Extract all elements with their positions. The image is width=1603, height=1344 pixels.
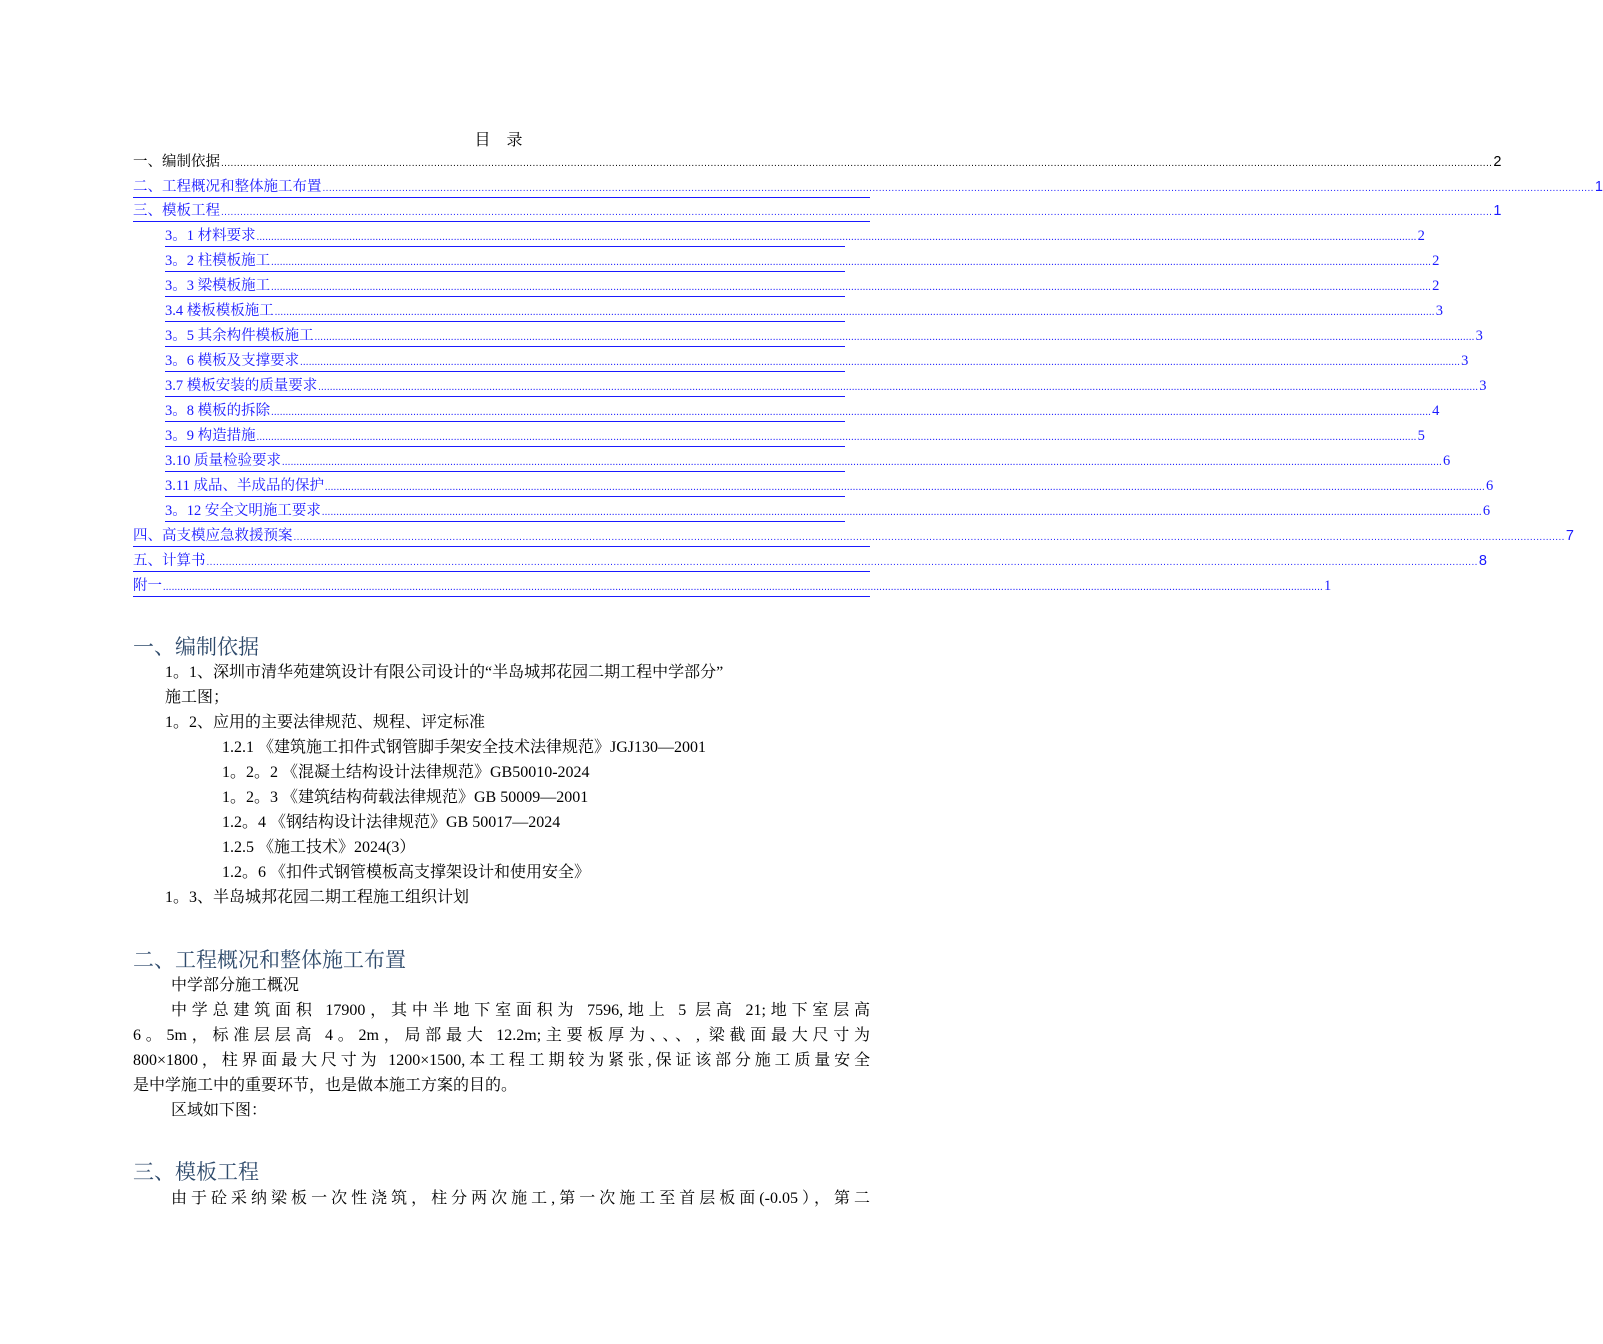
- section-heading: 一、编制依据: [133, 636, 259, 659]
- toc-leader-dots: ................................................................................................................................................................................................................................................................................................................................................................................................................: [324, 482, 1485, 493]
- toc-entry-page: 4: [1432, 403, 1440, 419]
- standard-item: 1.2。4 《钢结构设计法律规范》GB 50017—2024: [222, 814, 561, 831]
- toc-entry-label: 3。6 模板及支撑要求: [165, 353, 300, 369]
- toc-entry[interactable]: [133, 152, 1502, 172]
- body-text: 中学部分施工概况: [171, 977, 300, 994]
- toc-entry-page: 2: [1432, 278, 1440, 294]
- toc-entry-link[interactable]: [133, 177, 1603, 198]
- toc-entry-label: 3。8 模板的拆除: [165, 403, 271, 419]
- toc-entry-label: 3。3 梁模板施工: [165, 278, 271, 294]
- toc-leader-dots: ................................................................................................................................................................................................................................................................................................................................................................................................................: [274, 307, 1435, 318]
- standard-item: 1.2.1 《建筑施工扣件式钢管脚手架安全技术法律规范》JGJ130—2001: [222, 739, 707, 756]
- toc-entry-label: 3。5 其余构件模板施工: [165, 328, 314, 344]
- toc-entry-link[interactable]: [165, 426, 1425, 447]
- toc-entry-link[interactable]: [133, 576, 1332, 597]
- body-text: 1。3、半岛城邦花园二期工程施工组织计划: [165, 889, 470, 906]
- toc-entry-page: 2: [1432, 253, 1440, 269]
- toc-entry-page: 1: [1594, 179, 1603, 195]
- body-text: 1。1、深圳市清华苑建筑设计有限公司设计的“半岛城邦花园二期工程中学部分”: [165, 664, 724, 681]
- toc-entry-page: 1: [1493, 203, 1502, 219]
- toc-leader-dots: ................................................................................................................................................................................................................................................................................................................................................................................................................: [321, 507, 1482, 518]
- body-text: 施工图；: [165, 689, 230, 706]
- toc-entry-page: 3: [1479, 378, 1487, 394]
- toc-entry-label: 3.11 成品、半成品的保护: [165, 478, 324, 494]
- toc-entry-label: 四、高支模应急救援预案: [133, 528, 293, 544]
- toc-entry-page: 3: [1461, 353, 1469, 369]
- standard-item: 1。2。3 《建筑结构荷载法律规范》GB 50009—2001: [222, 789, 589, 806]
- toc-entry-page: 5: [1417, 428, 1425, 444]
- toc-leader-dots: ................................................................................................................................................................................................................................................................................................................................................................................................................: [293, 532, 1565, 543]
- toc-entry-label: 3。9 构造措施: [165, 428, 256, 444]
- toc-entry-label: 一、编制依据: [133, 154, 220, 170]
- body-text: 区域如下图：: [171, 1102, 268, 1119]
- toc-entry-label: 3。12 安全文明施工要求: [165, 503, 321, 519]
- body-text: 中学总建筑面积 17900，其中半地下室面积为 7596,地上 5 层高 21;地下室层高: [171, 1002, 870, 1019]
- toc-entry-page: 1: [1324, 578, 1332, 594]
- toc-entry-page: 6: [1482, 503, 1491, 519]
- body-text: 800×1800，柱界面最大尺寸为 1200×1500,本工程工期较为紧张,保证该部分施工质量安全: [133, 1052, 870, 1069]
- body-text: 是中学施工中的重要环节，也是做本施工方案的目的。: [133, 1077, 518, 1094]
- toc-entry-label: 五、计算书: [133, 553, 206, 569]
- toc-entry-page: 3: [1435, 303, 1443, 319]
- toc-entry-label: 3。2 柱模板施工: [165, 253, 271, 269]
- toc-entry-page: 3: [1475, 328, 1483, 344]
- standard-item: 1。2。2 《混凝土结构设计法律规范》GB50010-2024: [222, 764, 590, 781]
- toc-entry-link[interactable]: [165, 251, 1440, 272]
- body-text: 由于砼采纳梁板一次性浇筑，柱分两次施工,第一次施工至首层板面(-0.05），第二: [171, 1190, 870, 1207]
- toc-entry-page: 2: [1417, 228, 1425, 244]
- section-heading: 二、工程概况和整体施工布置: [133, 949, 406, 972]
- toc-leader-dots: ................................................................................................................................................................................................................................................................................................................................................................................................................: [256, 232, 1417, 243]
- toc-entry-label: 3.10 质量检验要求: [165, 453, 281, 469]
- toc-entry-page: 7: [1565, 528, 1574, 544]
- toc-leader-dots: ................................................................................................................................................................................................................................................................................................................................................................................................................: [314, 332, 1475, 343]
- toc-entry-page: 6: [1485, 478, 1494, 494]
- section-heading: 三、模板工程: [133, 1161, 259, 1184]
- toc-leader-dots: ................................................................................................................................................................................................................................................................................................................................................................................................................: [318, 382, 1479, 393]
- toc-entry-link[interactable]: [165, 476, 1494, 497]
- toc-leader-dots: ................................................................................................................................................................................................................................................................................................................................................................................................................: [221, 207, 1493, 218]
- toc-entry-label: 二、工程概况和整体施工布置: [133, 179, 322, 195]
- toc-entry-link[interactable]: [165, 226, 1425, 247]
- toc-entry-link[interactable]: [165, 401, 1440, 422]
- toc-title: 目 录: [474, 132, 529, 149]
- toc-leader-dots: ................................................................................................................................................................................................................................................................................................................................................................................................................: [271, 257, 1432, 268]
- toc-entry-link[interactable]: [133, 526, 1574, 547]
- toc-entry-link[interactable]: [133, 551, 1487, 572]
- toc-leader-dots: ................................................................................................................................................................................................................................................................................................................................................................................................................: [206, 557, 1478, 568]
- toc-leader-dots: ................................................................................................................................................................................................................................................................................................................................................................................................................: [322, 183, 1594, 194]
- toc-entry-page: 2: [1493, 154, 1502, 170]
- toc-entry-link[interactable]: [133, 201, 1502, 222]
- toc-entry-link[interactable]: [165, 451, 1451, 472]
- standard-item: 1.2。6 《扣件式钢管模板高支撑架设计和使用安全》: [222, 864, 591, 881]
- toc-entry-label: 3.7 模板安装的质量要求: [165, 378, 318, 394]
- toc-leader-dots: ................................................................................................................................................................................................................................................................................................................................................................................................................: [163, 582, 1323, 593]
- body-text: 1。2、应用的主要法律规范、规程、评定标准: [165, 714, 486, 731]
- toc-entry-label: 三、模板工程: [133, 203, 220, 219]
- toc-leader-dots: ................................................................................................................................................................................................................................................................................................................................................................................................................: [221, 158, 1493, 169]
- toc-entry-page: 8: [1478, 553, 1487, 569]
- toc-entry-link[interactable]: [165, 376, 1487, 397]
- toc-leader-dots: ................................................................................................................................................................................................................................................................................................................................................................................................................: [271, 282, 1432, 293]
- toc-entry-link[interactable]: [165, 276, 1440, 297]
- toc-entry-link[interactable]: [165, 326, 1483, 347]
- toc-leader-dots: ................................................................................................................................................................................................................................................................................................................................................................................................................: [271, 407, 1432, 418]
- body-text: 6。5m，标准层层高 4。2m，局部最大 12.2m;主要板厚为、、、, 梁截面最大尺寸为: [133, 1027, 870, 1044]
- toc-entry-label: 3.4 楼板模板施工: [165, 303, 274, 319]
- toc-leader-dots: ................................................................................................................................................................................................................................................................................................................................................................................................................: [256, 432, 1417, 443]
- toc-entry-link[interactable]: [165, 301, 1443, 322]
- toc-entry-page: 6: [1443, 453, 1451, 469]
- toc-leader-dots: ................................................................................................................................................................................................................................................................................................................................................................................................................: [282, 457, 1442, 468]
- toc-leader-dots: ................................................................................................................................................................................................................................................................................................................................................................................................................: [300, 357, 1461, 368]
- toc-entry-label: 附一: [133, 578, 162, 594]
- standard-item: 1.2.5 《施工技术》2024(3）: [222, 839, 416, 856]
- toc-entry-link[interactable]: [165, 501, 1491, 522]
- toc-entry-link[interactable]: [165, 351, 1469, 372]
- toc-entry-label: 3。1 材料要求: [165, 228, 256, 244]
